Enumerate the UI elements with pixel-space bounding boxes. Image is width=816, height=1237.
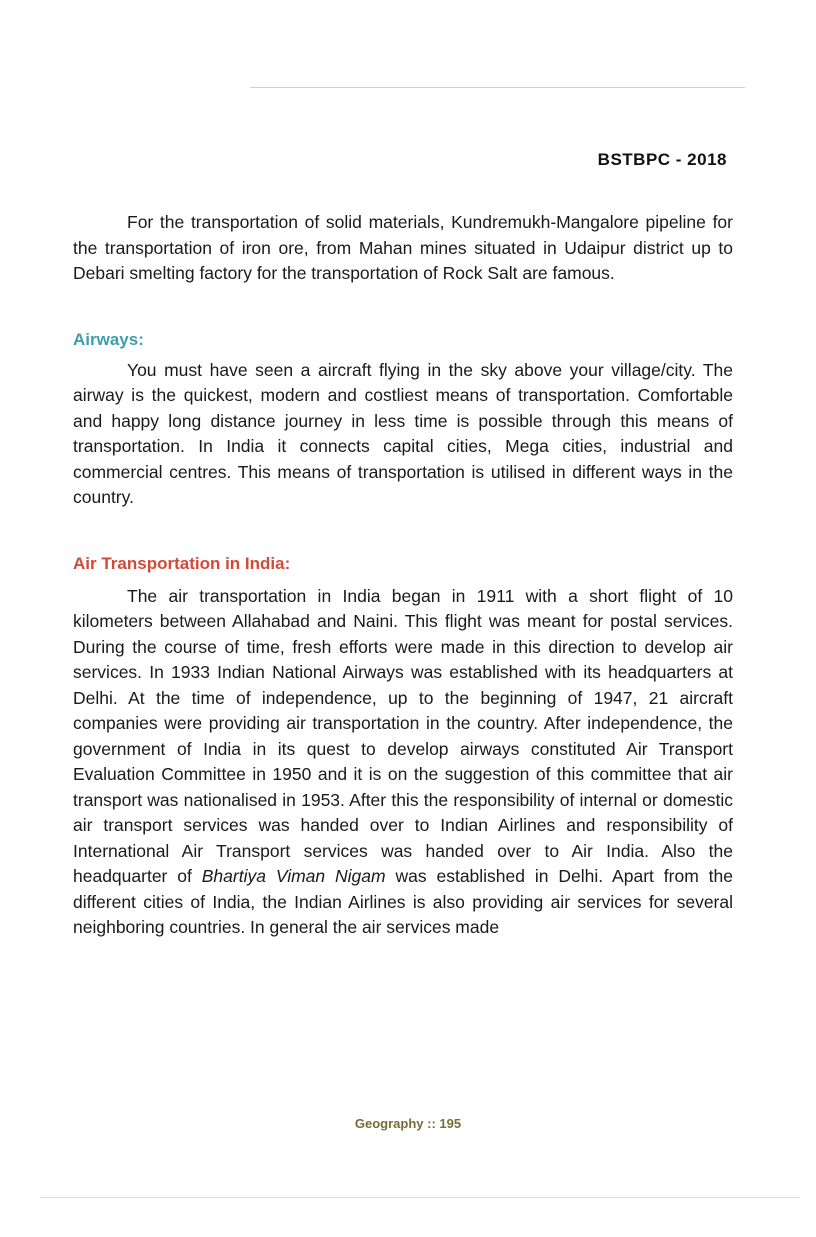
heading-air-transportation-india: Air Transportation in India: bbox=[73, 553, 291, 573]
page-footer: Geography :: 195 bbox=[354, 1116, 462, 1131]
paragraph-text-part2: was established in Delhi. Apart from the different cities of India, the Indian Airlines is also providing air services for several neighboring countries. In general the air services made bbox=[73, 866, 733, 937]
page-body bbox=[73, 210, 733, 941]
paragraph-pipelines: For the transportation of solid materials, Kundremukh-Mangalore pipeline for the transportation of iron ore, from Mahan mines situated in Udaipur district up to Debari smelting factory for the transportation of Rock Salt are famous. bbox=[73, 212, 733, 283]
top-rule bbox=[250, 87, 745, 88]
heading-airways: Airways: bbox=[73, 329, 144, 349]
header-code: BSTBPC - 2018 bbox=[597, 150, 727, 169]
paragraph-text-part1: The air transportation in India began in 1911 with a short flight of 10 kilometers between Allahabad and Naini. This flight was meant for postal services. During the course of time, fresh efforts were made in this direction to develop air services. In 1933 Indian National Airways was established with its headquarters at Delhi. At the time of independence, up to the beginning of 1947, 21 aircraft companies were providing air transportation in the country. After independence, the government of India in its quest to develop airways constituted Air Transport Evaluation Committee in 1950 and it is on the suggestion of this committee that air transport was nationalised in 1953. After this the responsibility of internal or domestic air transport services was handed over to Indian Airlines and responsibility of International Air Transport services was handed over to Air India. Also the headquarter of bbox=[73, 585, 733, 886]
paragraph-air-transportation-india bbox=[73, 584, 733, 941]
paragraph-airways: You must have seen a aircraft flying in the sky above your village/city. The airway is the quickest, modern and costliest means of transportation. Comfortable and happy long distance journey in less time is possible through this means of transportation. In India it connects capital cities, Mega cities, industrial and commercial centres. This means of transportation is utilised in different ways in the country. bbox=[73, 359, 733, 507]
bottom-rule bbox=[40, 1197, 800, 1198]
paragraph-italic-term: Bhartiya Viman Nigam bbox=[201, 866, 386, 886]
